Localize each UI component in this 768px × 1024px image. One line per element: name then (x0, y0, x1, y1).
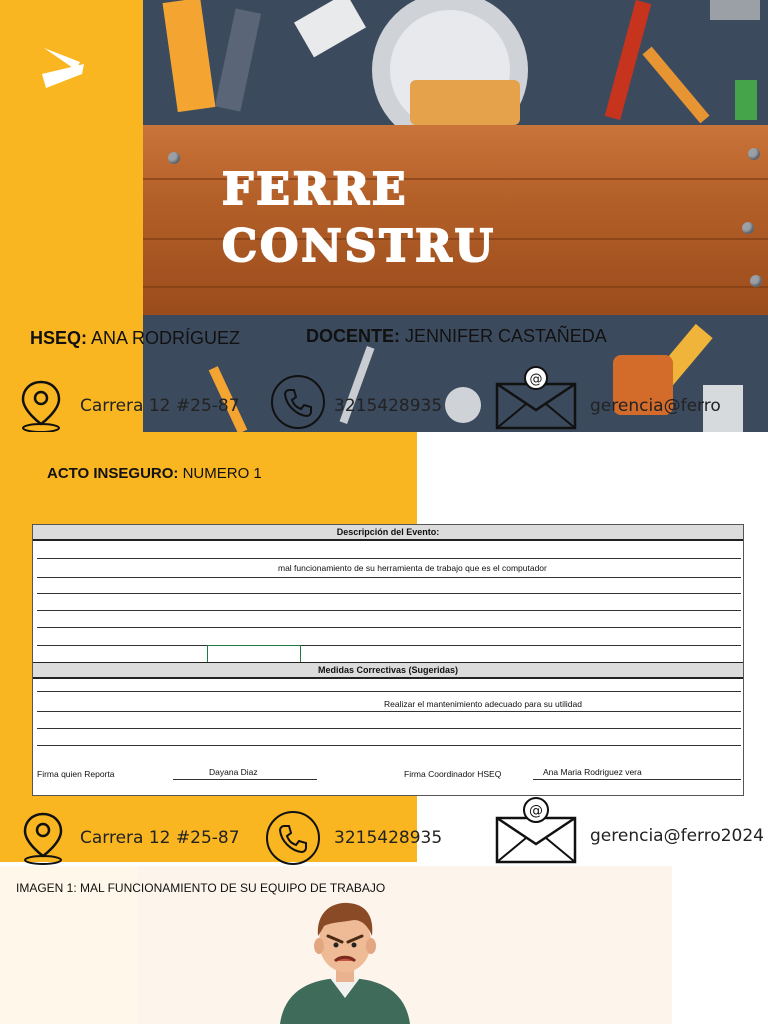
phone-icon (265, 810, 321, 866)
ferre-constru-banner (0, 0, 768, 432)
nail-icon (750, 275, 762, 287)
incident-form (32, 524, 744, 796)
phone-text: 3215428935 (334, 396, 443, 416)
hseq-value: ANA RODRÍGUEZ (91, 328, 241, 348)
docente-value: JENNIFER CASTAÑEDA (405, 326, 607, 346)
address-text: Carrera 12 #25-87 (80, 396, 240, 416)
address-text: Carrera 12 #25-87 (80, 828, 240, 848)
svg-text:@: @ (529, 372, 543, 387)
coordinator-signature-label: Firma Coordinador HSEQ (404, 769, 502, 779)
nail-icon (742, 222, 754, 234)
corrective-measures-header: Medidas Correctivas (Sugeridas) (33, 662, 743, 679)
docente-label: DOCENTE: (306, 326, 400, 346)
email-text[interactable]: gerencia@ferro (590, 396, 721, 416)
hseq-line (30, 328, 240, 349)
phone-icon (270, 374, 326, 430)
email-text[interactable]: gerencia@ferro2024 (590, 826, 765, 846)
location-pin-icon (20, 810, 66, 866)
brand-title-line1: FERRE (222, 164, 409, 215)
image-section-page (0, 866, 768, 1024)
mail-icon (494, 794, 578, 866)
contact-row-bottom (0, 803, 768, 870)
tools-top-illustration (150, 0, 768, 130)
nail-icon (748, 148, 760, 160)
corrective-measures-text: Realizar el mantenimiento adecuado para su utilidad (384, 699, 582, 709)
logo-arrow-icon (40, 44, 88, 92)
event-description-header: Descripción del Evento: (33, 525, 743, 541)
coordinator-name: Ana Maria Rodriguez vera (543, 767, 642, 777)
reporter-signature-label: Firma quien Reporta (37, 769, 115, 779)
event-description-text: mal funcionamiento de su herramienta de trabajo que es el computador (278, 563, 547, 573)
reporter-name: Dayana Diaz (209, 767, 258, 777)
phone-text: 3215428935 (334, 828, 443, 848)
docente-line (306, 326, 607, 347)
svg-text:@: @ (529, 803, 543, 819)
image-caption: IMAGEN 1: MAL FUNCIONAMIENTO DE SU EQUIPO DE TRABAJO (16, 881, 386, 895)
acto-inseguro-line (47, 465, 262, 482)
nail-icon (168, 152, 180, 164)
location-pin-icon (18, 378, 64, 432)
acto-label: ACTO INSEGURO: (47, 465, 179, 482)
hseq-label: HSEQ: (30, 328, 88, 348)
brand-title-line2: CONSTRU (222, 221, 497, 272)
incident-report-page (0, 432, 768, 862)
angry-worker-illustration (270, 898, 420, 1024)
mail-icon (494, 364, 578, 432)
contact-row-top (0, 372, 768, 432)
acto-value: NUMERO 1 (182, 465, 262, 482)
